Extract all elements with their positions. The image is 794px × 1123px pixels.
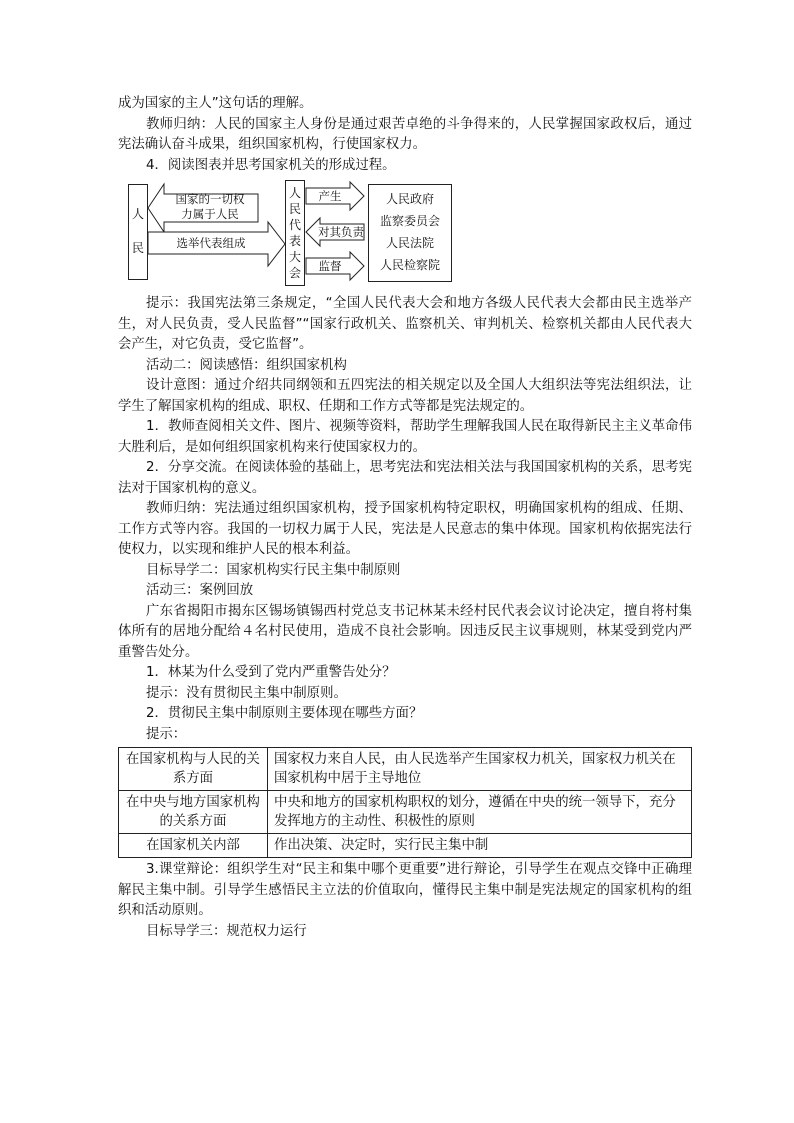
state-organ-diagram <box>118 180 678 288</box>
paragraph: 2．分享交流。在阅读体验的基础上，思考宪法和宪法相关法与我国国家机构的关系，思考宪法对于国家机构的意义。 <box>118 460 692 496</box>
paragraph: 成为国家的主人”这句话的理解。 <box>118 96 313 111</box>
arrow-right-label: 选举代表组成 <box>176 236 246 250</box>
paragraph: 1．林某为什么受到了党内严重警告处分？ <box>146 665 396 680</box>
organ-supervision: 监察委员会 <box>379 214 440 228</box>
paragraph: 教师归纳：人民的国家主人身份是通过艰苦卓绝的斗争得来的，人民掌握国家政权后，通过宪法确认奋斗成果，组织国家机构，行使国家权力。 <box>118 116 692 152</box>
congress-box <box>285 180 305 286</box>
paragraph: 教师归纳：宪法通过组织国家机构，授予国家机构特定职权，明确国家机构的组成、任期、工作方式等内容。我国的一切权力属于人民，宪法是人民意志的集中体现。国家机构依据宪法行使权力，以实现和维护人民的根本利益。 <box>118 501 692 557</box>
paragraph: 提示： <box>146 726 187 742</box>
paragraph: 4．阅读图表并思考国家机关的形成过程。 <box>146 157 396 173</box>
principle-table <box>118 747 692 858</box>
table-cell: 在中央与地方国家机构的关系方面 <box>119 791 268 834</box>
paragraph: 1．教师查阅相关文件、图片、视频等资料，帮助学生理解我国人民在取得新民主主义革命伟大胜利后，是如何组织国家机构来行使国家权力的。 <box>118 419 692 455</box>
table-row <box>119 791 692 834</box>
produce-label: 产生 <box>318 189 342 203</box>
responsible-label: 对其负责 <box>318 225 364 239</box>
people-box <box>128 184 148 280</box>
table-cell: 中央和地方的国家机构职权的划分，遵循在中央的统一领导下，充分发挥地方的主动性、积极性的原则 <box>268 791 692 834</box>
table-row <box>119 748 692 791</box>
document-body <box>118 94 692 942</box>
paragraph: 2．贯彻民主集中制原则主要体现在哪些方面？ <box>146 706 423 721</box>
people-label: 人民 <box>132 207 145 255</box>
table-cell: 在国家机关内部 <box>119 834 268 858</box>
paragraph: 活动三：案例回放 <box>146 583 254 598</box>
table-row <box>119 834 692 858</box>
organs-box <box>368 184 452 282</box>
paragraph: 3.课堂辩论：组织学生对“民主和集中哪个更重要”进行辩论，引导学生在观点交锋中正确理解民主集中制。引导学生感悟民主立法的价值取向，懂得民主集中制是宪法规定的国家机构的组织和活动原则。 <box>118 862 692 918</box>
arrow-left-label: 国家的一切权力属于人民 <box>175 192 245 221</box>
paragraph: 活动二：阅读感悟：组织国家机构 <box>146 357 347 373</box>
paragraph: 目标导学三：规范权力运行 <box>146 923 307 939</box>
paragraph: 提示：没有贯彻民主集中制原则。 <box>146 685 347 701</box>
congress-label: 人民代表大会 <box>289 186 302 280</box>
table-cell: 国家权力来自人民，由人民选举产生国家权力机关，国家权力机关在国家机构中居于主导地位 <box>268 748 692 791</box>
table-cell: 作出决策、决定时，实行民主集中制 <box>268 834 692 858</box>
organ-government: 人民政府 <box>385 192 434 206</box>
paragraph: 目标导学二：国家机构实行民主集中制原则 <box>146 562 401 578</box>
organ-procuratorate: 人民检察院 <box>379 258 440 272</box>
organ-court: 人民法院 <box>385 236 434 250</box>
paragraph: 设计意图：通过介绍共同纲领和五四宪法的相关规定以及全国人大组织法等宪法组织法，让学生了解国家机构的组成、职权、任期和工作方式等都是宪法规定的。 <box>118 378 692 414</box>
paragraph: 广东省揭阳市揭东区锡场镇锡西村党总支书记林某未经村民代表会议讨论决定，擅自将村集体所有的居地分配给４名村民使用，造成不良社会影响。因违反民主议事规则，林某受到党内严重警告处分。 <box>118 603 692 660</box>
table-cell: 在国家机构与人民的关系方面 <box>119 748 268 791</box>
paragraph: 提示：我国宪法第三条规定，“全国人民代表大会和地方各级人民代表大会都由民主选举产生，对人民负责，受人民监督”“国家行政机关、监察机关、审判机关、检察机关都由人民代表大会产生，对它负责，受它监督”。 <box>118 296 692 352</box>
supervise-label: 监督 <box>318 259 342 273</box>
